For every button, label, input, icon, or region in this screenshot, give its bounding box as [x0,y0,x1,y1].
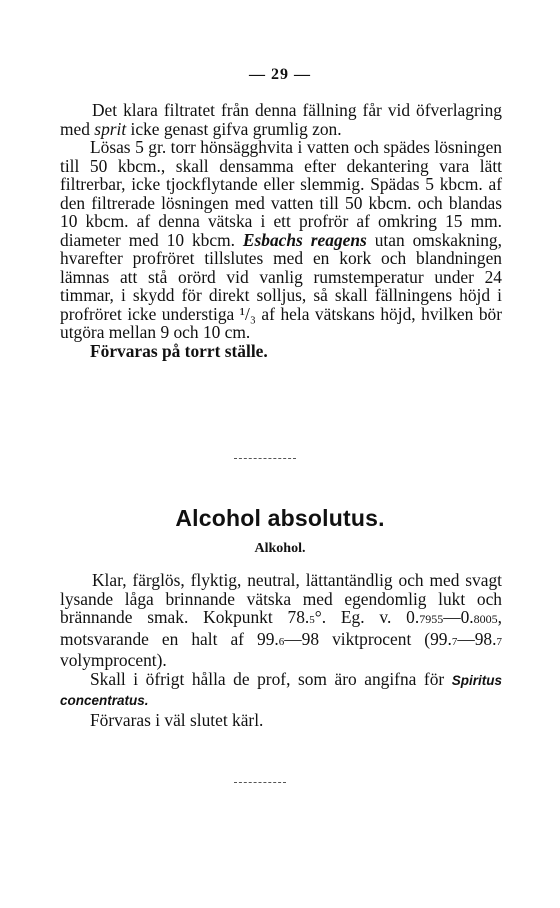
monograph-title: Alcohol absolutus. [175,505,385,531]
text-run: 7955 [419,612,444,626]
text-run: denna fällning får vid öfverlagring med [60,100,502,139]
text-run: 7 [496,635,502,648]
text-run: icke genast gifva grumlig zon. [126,118,342,139]
text-run: Klar, färglös, flyktig, neutral, lättantändlig och med svagt lysande låga brinnande vätska med egendomlig lukt och brännande smak. Kokpunkt 78. [60,570,502,627]
text-run: Det klara filtratet från [92,100,249,120]
italic-term-spiritus: Spiritus concentratus. [60,672,502,708]
section-divider [234,458,296,459]
text-run: utan omskakning, hvarefter profröret tillslutes med en kork och blandningen lämnas att stå orörd vid vanlig rumstemperatur under 24 timmar, i skydd för direkt solljus, så skall fällningens höjd i profröret icke understiga [60,229,502,324]
text-run: Lösas 5 gr. torr hönsägghvita i vatten och spädes lösningen till 50 kbcm., skall densamma efter dekantering vara lätt filtrerbar, icke tjockflytande eller slemmig. Spädas 5 kbcm. af den filtrerade lösningen med vatten till 50 kbcm. och blandas 10 kbcm. af denna vätska i ett profrör af omkring 15 mm. diameter med 10 kbcm. [60,137,502,250]
text-run: 5 [309,614,315,626]
text-run: —0. [443,607,474,627]
text-run: 7 [451,635,458,648]
text-run: Skall i öfrigt hålla de prof, som äro angifna för [90,668,452,689]
paragraph-storage-2: Förvaras i väl slutet kärl. [90,709,264,730]
section-2-text [60,571,502,729]
text-run: volymprocent). [60,650,167,670]
paragraph-storage: Förvaras på torrt ställe. [90,340,268,361]
text-run: °. Eg. v. 0. [314,607,420,627]
text-run: , motsvarande en halt af 99. [60,607,502,649]
monograph-subtitle: Alkohol. [254,541,306,556]
paragraph-filtrate [60,101,502,138]
text-run: 8005 [473,612,498,626]
page-number: — 29 — [249,66,311,83]
italic-term-sprit: sprit [94,118,127,139]
paragraph-test [60,138,502,342]
paragraph-description [60,571,502,670]
text-run: —98. [457,628,497,649]
section-1-text [60,101,502,360]
fraction-one-third: ¹/₃ [239,303,256,324]
paragraph-reference [60,670,502,711]
text-run: af hela vätskans höjd, hvilken bör utgöra mellan 9 och 10 cm. [60,303,503,342]
text-run: —98 viktprocent (99. [284,628,452,649]
italic-term-esbach: Esbachs reagens [242,229,367,250]
text-run: 6 [278,635,285,648]
section-divider-2 [234,782,286,783]
